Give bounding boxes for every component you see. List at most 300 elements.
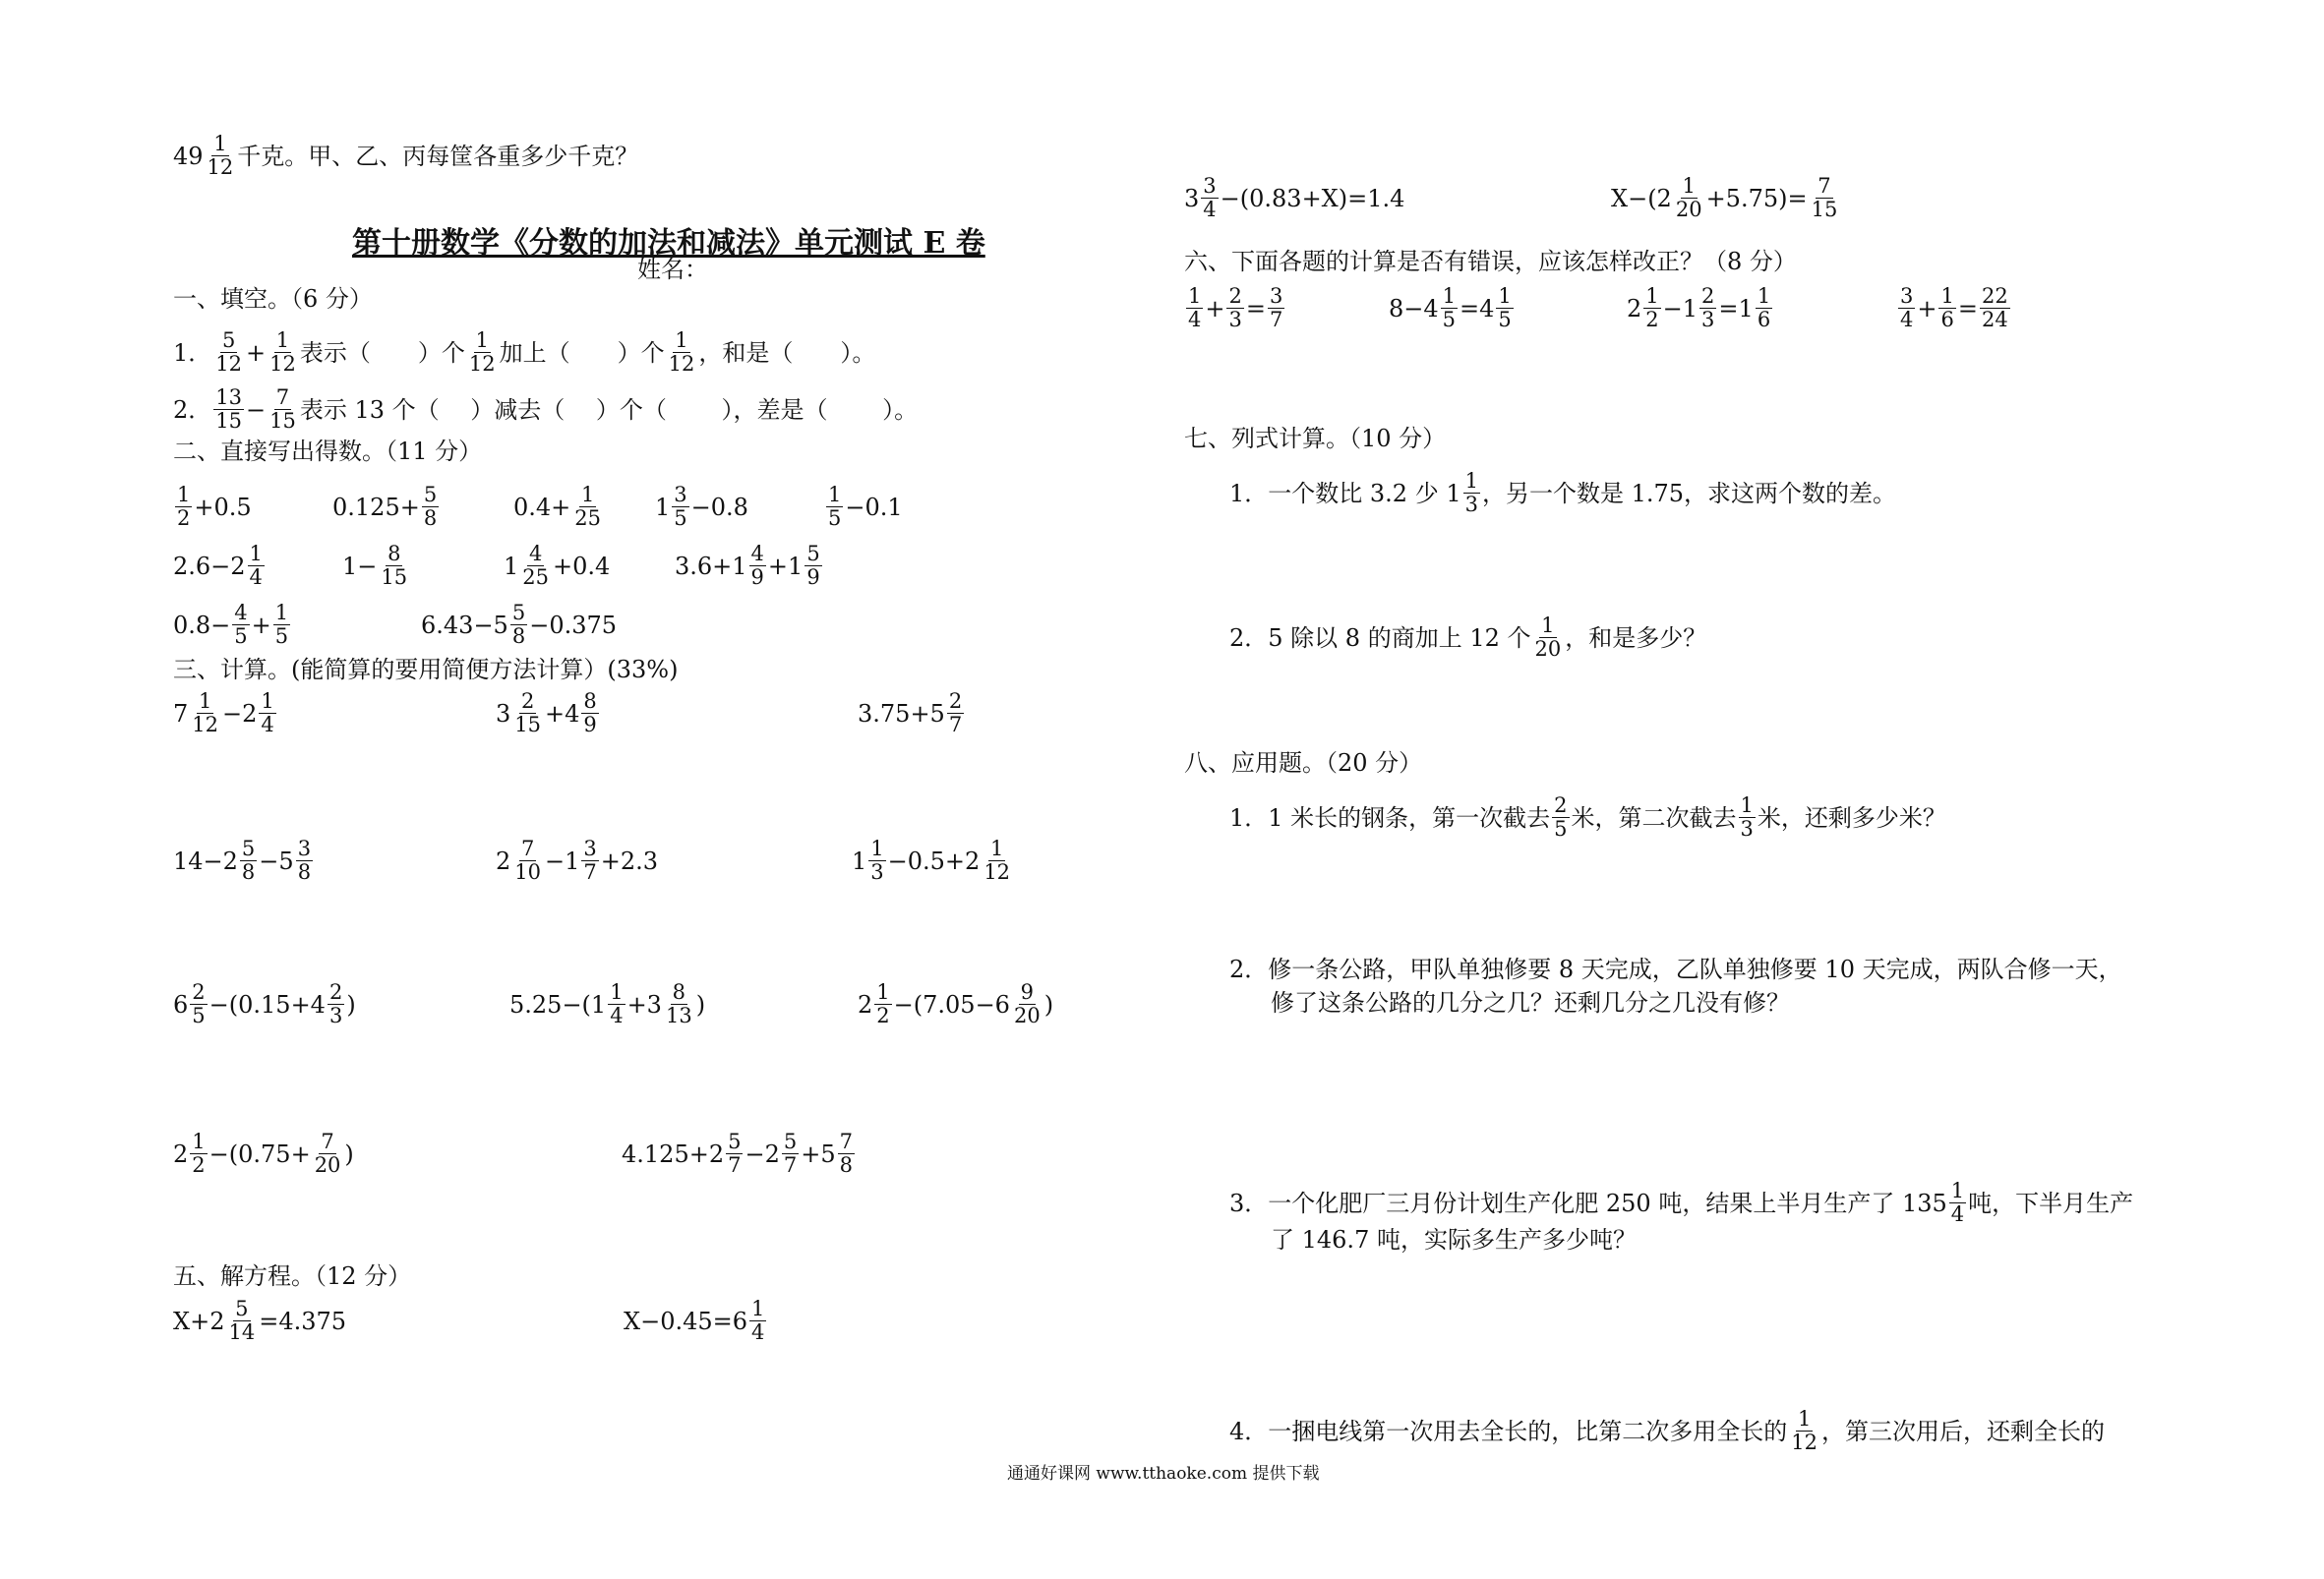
numerator: 2 — [328, 980, 343, 1004]
denominator: 4 — [1203, 198, 1217, 221]
text-segment: 修了这条公路的几分之几？还剩几分之几没有修？ — [1271, 989, 1790, 1017]
fraction — [982, 838, 1012, 884]
text-segment: 3.6+1 — [675, 552, 747, 580]
numerator: 9 — [1020, 980, 1034, 1004]
numerator: 1 — [249, 542, 263, 565]
right-problem-line — [1184, 423, 1446, 454]
denominator: 6 — [1940, 308, 1954, 331]
denominator: 15 — [269, 409, 296, 433]
text-segment: − — [246, 395, 267, 424]
fraction — [1949, 1180, 1966, 1226]
left-problem-line — [332, 484, 441, 530]
numerator: 3 — [1269, 284, 1283, 308]
right-problem-line — [1271, 1224, 1637, 1256]
numerator: 5 — [423, 483, 438, 506]
numerator: 22 — [1981, 284, 2008, 308]
text-segment: ) — [1043, 990, 1054, 1019]
text-segment: 表示 13 个（ ）减去（ ）个（ ），差是（ ）。 — [299, 395, 919, 424]
left-problem-line — [173, 133, 638, 179]
denominator: 4 — [1900, 308, 1914, 331]
text-segment: 2．5 除以 8 的商加上 12 个 — [1229, 623, 1531, 652]
footer-text: 通通好课网 www.tthaoke.com 提供下载 — [1007, 1464, 1320, 1484]
numerator: 2 — [1701, 284, 1715, 308]
text-segment: 1．1 米长的钢条，第一次截去 — [1229, 803, 1551, 832]
numerator: 3 — [297, 837, 312, 860]
denominator: 5 — [1554, 817, 1568, 841]
right-problem-line — [1229, 1180, 2133, 1226]
numerator: 1 — [580, 483, 595, 506]
text-segment: 表示（ ）个 — [299, 338, 465, 367]
denominator: 15 — [514, 713, 542, 736]
text-segment: =4 — [1460, 294, 1495, 322]
denominator: 12 — [668, 352, 695, 376]
denominator: 3 — [1464, 493, 1478, 516]
text-segment: 加上（ ）个 — [499, 338, 665, 367]
fraction — [1810, 175, 1840, 221]
fraction — [581, 838, 598, 884]
left-problem-line — [173, 1260, 411, 1292]
text-segment: =4.375 — [259, 1307, 347, 1335]
numerator: 1 — [1498, 284, 1512, 308]
numerator: 1 — [475, 328, 489, 352]
denominator: 2 — [1645, 308, 1659, 331]
text-segment: −5 — [259, 847, 294, 875]
left-problem-line — [509, 981, 705, 1027]
left-problem-line — [173, 386, 918, 433]
numerator: 2 — [192, 980, 206, 1004]
left-problem-line — [173, 1131, 354, 1177]
text-segment: ，和是多少？ — [1565, 623, 1707, 652]
text-segment: −0.375 — [529, 611, 618, 639]
text-segment: 二、直接写出得数。（11 分） — [173, 438, 483, 465]
fraction — [296, 838, 313, 884]
text-segment: +0.5 — [194, 493, 252, 521]
right-problem-line — [1184, 246, 1797, 277]
text-segment: ，第三次用后，还剩全长的 — [1821, 1417, 2106, 1445]
denominator: 8 — [241, 860, 256, 884]
denominator: 24 — [1981, 308, 2008, 331]
right-problem-line — [1271, 987, 1790, 1019]
left-problem-line — [824, 484, 903, 530]
text-segment: +1 — [767, 552, 804, 580]
text-segment: 1． — [173, 338, 212, 367]
text-segment: 6 — [173, 990, 189, 1019]
numerator: 5 — [728, 1130, 742, 1153]
fraction — [664, 981, 694, 1027]
left-problem-line — [513, 484, 605, 530]
left-problem-line — [655, 484, 748, 530]
numerator: 7 — [1817, 174, 1831, 198]
numerator: 3 — [1203, 174, 1217, 198]
right-problem-line — [1184, 747, 1422, 779]
fraction — [213, 386, 244, 433]
numerator: 1 — [275, 328, 290, 352]
fraction — [1980, 285, 2010, 331]
text-segment: 0.125+ — [332, 493, 420, 521]
numerator: 1 — [1645, 284, 1659, 308]
fraction — [1739, 794, 1756, 841]
numerator: 1 — [1797, 1407, 1812, 1431]
left-problem-line — [173, 436, 482, 467]
text-segment: ，和是（ ）。 — [698, 338, 876, 367]
text-segment: 2.6−2 — [173, 552, 246, 580]
denominator: 12 — [215, 352, 243, 376]
fraction — [1186, 285, 1203, 331]
left-problem-line — [342, 543, 411, 589]
denominator: 15 — [215, 409, 243, 433]
left-problem-line — [173, 484, 252, 530]
numerator: 3 — [1900, 284, 1914, 308]
text-segment: 6.43−5 — [421, 611, 508, 639]
text-segment: −0.8 — [690, 493, 748, 521]
fraction — [232, 602, 249, 648]
denominator: 12 — [192, 713, 219, 736]
fraction — [1756, 285, 1772, 331]
fraction — [868, 838, 885, 884]
numerator: 7 — [321, 1130, 334, 1153]
fraction — [749, 1298, 766, 1344]
fraction — [1898, 285, 1915, 331]
text-segment: 3．一个化肥厂三月份计划生产化肥 250 吨，结果上半月生产了 135 — [1229, 1189, 1947, 1217]
denominator: 20 — [314, 1153, 341, 1177]
fraction — [1268, 285, 1284, 331]
denominator: 5 — [274, 624, 289, 648]
text-segment: −0.1 — [845, 493, 903, 521]
text-segment: −(0.83+X)=1.4 — [1220, 184, 1405, 212]
text-segment: + — [251, 611, 271, 639]
denominator: 9 — [583, 713, 597, 736]
numerator: 7 — [520, 837, 535, 860]
denominator: 2 — [192, 1153, 206, 1177]
fraction — [175, 484, 192, 530]
denominator: 5 — [1442, 308, 1457, 331]
numerator: 1 — [213, 132, 227, 155]
numerator: 1 — [1757, 284, 1771, 308]
text-segment: −2 — [745, 1140, 780, 1168]
text-segment: 2． — [173, 395, 212, 424]
numerator: 1 — [192, 1130, 206, 1153]
numerator: 1 — [1541, 614, 1555, 637]
text-segment: 吨，下半月生产 — [1968, 1189, 2134, 1217]
text-segment: 3 — [1184, 184, 1200, 212]
text-segment: +5 — [801, 1140, 836, 1168]
text-segment: −1 — [1662, 294, 1698, 322]
text-segment: = — [1245, 294, 1266, 322]
right-problem-line — [1229, 614, 1706, 661]
right-problem-line — [1229, 954, 2122, 985]
right-problem-line — [1229, 1408, 2105, 1454]
denominator: 4 — [610, 1004, 624, 1027]
text-segment: + — [1917, 294, 1937, 322]
denominator: 8 — [297, 860, 312, 884]
right-problem-line — [1229, 470, 1896, 516]
fraction — [1496, 285, 1513, 331]
text-segment: 一、填空。（6 分） — [173, 285, 373, 313]
denominator: 5 — [192, 1004, 206, 1027]
denominator: 7 — [728, 1153, 742, 1177]
text-segment: −1 — [545, 847, 580, 875]
text-segment: 六、下面各题的计算是否有错误，应该怎样改正？（8 分） — [1184, 248, 1797, 275]
fraction — [328, 981, 344, 1027]
numerator: 8 — [672, 980, 685, 1004]
denominator: 5 — [1498, 308, 1512, 331]
numerator: 13 — [215, 385, 243, 409]
fraction — [422, 484, 439, 530]
fraction — [213, 329, 244, 376]
text-segment: + — [1205, 294, 1225, 322]
denominator: 4 — [1950, 1202, 1965, 1226]
fraction — [467, 329, 498, 376]
text-segment: 1 — [852, 847, 867, 875]
fraction — [520, 543, 551, 589]
text-segment: 0.4+ — [513, 493, 571, 521]
numerator: 5 — [241, 837, 256, 860]
numerator: 1 — [177, 483, 191, 506]
fraction — [313, 1131, 343, 1177]
denominator: 7 — [583, 860, 597, 884]
denominator: 9 — [750, 565, 764, 589]
denominator: 5 — [674, 506, 687, 530]
denominator: 14 — [228, 1320, 256, 1344]
denominator: 4 — [1188, 308, 1202, 331]
left-problem-line — [173, 981, 356, 1027]
right-problem-line — [1627, 285, 1774, 331]
text-segment: 1 — [504, 552, 519, 580]
left-problem-line — [173, 1298, 346, 1344]
numerator: 7 — [275, 385, 290, 409]
fraction — [1938, 285, 1955, 331]
right-problem-line — [1184, 175, 1404, 221]
numerator: 4 — [750, 542, 764, 565]
numerator: 1 — [989, 837, 1004, 860]
fraction — [1699, 285, 1716, 331]
numerator: 1 — [198, 689, 212, 713]
numerator: 1 — [274, 601, 289, 624]
text-segment: X+2 — [173, 1307, 225, 1335]
right-problem-line — [1389, 285, 1516, 331]
denominator: 4 — [751, 1320, 765, 1344]
fraction — [1201, 175, 1218, 221]
left-problem-line — [675, 543, 824, 589]
text-segment: 2 — [496, 847, 511, 875]
numerator: 1 — [870, 837, 884, 860]
page-title: 第十册数学《分数的加法和减法》单元测试 E 卷 — [352, 226, 985, 261]
numerator: 1 — [828, 483, 842, 506]
fraction — [1552, 794, 1569, 841]
text-segment: 米，还剩多少米？ — [1757, 803, 1946, 832]
text-segment: = — [1957, 294, 1978, 322]
fraction — [1643, 285, 1660, 331]
text-segment: +5.75)= — [1705, 184, 1808, 212]
numerator: 8 — [583, 689, 597, 713]
fraction — [667, 329, 697, 376]
denominator: 3 — [870, 860, 884, 884]
denominator: 4 — [261, 713, 274, 736]
denominator: 8 — [423, 506, 438, 530]
numerator: 7 — [839, 1130, 853, 1153]
text-segment: 了 146.7 吨，实际多生产多少吨？ — [1271, 1226, 1637, 1254]
fraction — [248, 543, 265, 589]
text-segment: 1− — [342, 552, 378, 580]
denominator: 4 — [249, 565, 263, 589]
fraction — [510, 602, 527, 648]
numerator: 1 — [1464, 469, 1478, 493]
numerator: 5 — [221, 328, 236, 352]
denominator: 7 — [1269, 308, 1283, 331]
fraction — [1533, 614, 1564, 661]
fraction — [226, 1298, 257, 1344]
text-segment: −(0.75+ — [209, 1140, 311, 1168]
numerator: 1 — [1682, 174, 1696, 198]
fraction — [804, 543, 821, 589]
name-label: 姓名： — [637, 256, 708, 283]
fraction — [749, 543, 766, 589]
text-segment: 3 — [496, 699, 511, 728]
denominator: 6 — [1757, 308, 1771, 331]
denominator: 20 — [1675, 198, 1702, 221]
numerator: 1 — [1940, 284, 1954, 308]
numerator: 5 — [806, 542, 820, 565]
denominator: 13 — [665, 1004, 692, 1027]
text-segment: 1 — [655, 493, 671, 521]
denominator: 25 — [574, 506, 602, 530]
text-segment: ) — [695, 990, 706, 1019]
left-problem-line — [421, 602, 617, 648]
denominator: 12 — [269, 352, 296, 376]
left-problem-line — [622, 1131, 857, 1177]
text-segment: 5.25−(1 — [509, 990, 607, 1019]
text-segment: −0.5+2 — [887, 847, 981, 875]
fraction — [268, 386, 298, 433]
denominator: 12 — [207, 155, 234, 179]
right-problem-line — [1896, 285, 2012, 331]
left-problem-line — [504, 543, 610, 589]
text-segment: X−0.45=6 — [624, 1307, 748, 1335]
left-problem-line — [496, 838, 658, 884]
left-problem-line — [173, 690, 278, 736]
left-problem-line — [624, 1298, 768, 1344]
left-problem-line — [852, 838, 1014, 884]
fraction — [512, 838, 543, 884]
text-segment: −(7.05−6 — [893, 990, 1010, 1019]
numerator: 1 — [1188, 284, 1202, 308]
left-problem-line — [496, 690, 601, 736]
fraction — [608, 981, 625, 1027]
denominator: 2 — [876, 1004, 890, 1027]
numerator: 1 — [675, 328, 688, 352]
numerator: 2 — [1228, 284, 1242, 308]
denominator: 3 — [328, 1004, 343, 1027]
text-segment: 49 — [173, 142, 204, 170]
text-segment: 2 — [173, 1140, 189, 1168]
fraction — [190, 1131, 207, 1177]
fraction — [947, 690, 964, 736]
left-problem-line — [173, 283, 373, 315]
fraction — [581, 690, 598, 736]
text-segment: 4．一捆电线第一次用去全长的，比第二次多用全长的 — [1229, 1417, 1788, 1445]
left-problem-line — [858, 981, 1053, 1027]
fraction — [826, 484, 843, 530]
fraction — [1441, 285, 1458, 331]
text-segment: =1 — [1718, 294, 1754, 322]
denominator: 8 — [511, 624, 526, 648]
text-segment: +0.4 — [553, 552, 611, 580]
fraction — [190, 690, 220, 736]
numerator: 2 — [948, 689, 963, 713]
text-segment: 4.125+2 — [622, 1140, 725, 1168]
numerator: 4 — [234, 601, 248, 624]
numerator: 2 — [520, 689, 535, 713]
fraction — [240, 838, 257, 884]
text-segment: +2.3 — [600, 847, 659, 875]
fraction — [379, 543, 409, 589]
denominator: 12 — [983, 860, 1011, 884]
denominator: 10 — [514, 860, 542, 884]
numerator: 8 — [387, 542, 401, 565]
fraction — [672, 484, 688, 530]
numerator: 1 — [610, 980, 624, 1004]
fraction — [1226, 285, 1243, 331]
denominator: 15 — [1811, 198, 1838, 221]
text-segment: 14−2 — [173, 847, 238, 875]
fraction — [782, 1131, 799, 1177]
text-segment: 八、应用题。（20 分） — [1184, 749, 1423, 777]
text-segment: 五、解方程。（12 分） — [173, 1262, 412, 1290]
text-segment: ) — [344, 1140, 354, 1168]
left-problem-line — [173, 329, 875, 376]
right-problem-line — [1611, 175, 1841, 221]
fraction — [259, 690, 275, 736]
fraction — [206, 133, 236, 179]
numerator: 4 — [528, 542, 543, 565]
text-segment: +4 — [545, 699, 580, 728]
text-segment: 7 — [173, 699, 189, 728]
denominator: 15 — [381, 565, 408, 589]
numerator: 5 — [511, 601, 526, 624]
fraction — [1789, 1408, 1819, 1454]
numerator: 1 — [1442, 284, 1457, 308]
text-segment: 0.8− — [173, 611, 231, 639]
left-problem-line — [173, 602, 292, 648]
denominator: 7 — [948, 713, 963, 736]
fraction — [1012, 981, 1043, 1027]
fraction — [838, 1131, 855, 1177]
denominator: 5 — [828, 506, 842, 530]
left-problem-line — [858, 690, 966, 736]
text-segment: X−(2 — [1611, 184, 1672, 212]
text-segment: 2 — [858, 990, 873, 1019]
text-segment: −(0.15+4 — [209, 990, 326, 1019]
denominator: 2 — [177, 506, 191, 530]
text-segment: 千克。甲、乙、丙每筐各重多少千克？ — [237, 142, 639, 170]
fraction — [190, 981, 207, 1027]
text-segment: ) — [346, 990, 356, 1019]
text-segment: 三、计算。(能简算的要用简便方法计算）(33%) — [173, 656, 679, 683]
numerator: 1 — [751, 1297, 765, 1320]
denominator: 9 — [806, 565, 820, 589]
numerator: 3 — [674, 483, 687, 506]
text-segment: 米，第二次截去 — [1571, 803, 1737, 832]
left-problem-line — [173, 543, 267, 589]
denominator: 5 — [234, 624, 248, 648]
text-segment: ，另一个数是 1.75，求这两个数的差。 — [1481, 479, 1897, 507]
numerator: 5 — [235, 1297, 249, 1320]
fraction — [273, 602, 290, 648]
text-segment: 2．修一条公路，甲队单独修要 8 天完成，乙队单独修要 10 天完成，两队合修一天， — [1229, 956, 2122, 983]
numerator: 5 — [783, 1130, 798, 1153]
fraction — [512, 690, 543, 736]
text-segment: 七、列式计算。（10 分） — [1184, 425, 1447, 452]
